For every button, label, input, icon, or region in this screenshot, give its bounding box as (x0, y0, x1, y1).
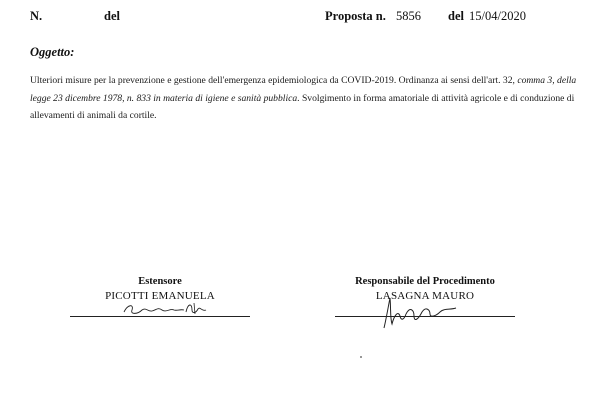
oggetto-text-part3: . Svolgimento in forma amatoriale di attività agricole e di conduzione di allevamenti di animali da cortile. (30, 92, 575, 121)
responsabile-name: LASAGNA MAURO (375, 290, 475, 302)
responsabile-signature (378, 294, 468, 330)
proposta-date: 15/04/2020 (469, 9, 526, 23)
scan-speck (360, 356, 362, 358)
oggetto-text-part1: Ulteriori misure per la prevenzione e gestione dell'emergenza epidemiologica da COVID-2019. Ordinanza ai sensi dell'art. 32, (30, 75, 518, 86)
estensore-name: PICOTTI EMANUELA (105, 290, 215, 302)
proposta-number: 5856 (396, 9, 421, 23)
date-label: del (104, 9, 120, 23)
responsabile-title: Responsabile del Procedimento (355, 276, 495, 287)
estensore-title: Estensore (138, 276, 182, 287)
proposta-label: Proposta n. (325, 9, 386, 23)
number-label: N. (30, 9, 43, 23)
oggetto-heading: Oggetto: (30, 45, 75, 59)
proposta-date-label: del (448, 9, 464, 23)
estensore-signature-line (70, 316, 250, 317)
estensore-signature (122, 300, 212, 320)
oggetto-text-italic: comma 3, della legge 23 dicembre 1978, n. 833 in materia di igiene e sanità pubblica (30, 75, 577, 104)
responsabile-signature-line (335, 316, 515, 317)
oggetto-text (30, 72, 585, 125)
